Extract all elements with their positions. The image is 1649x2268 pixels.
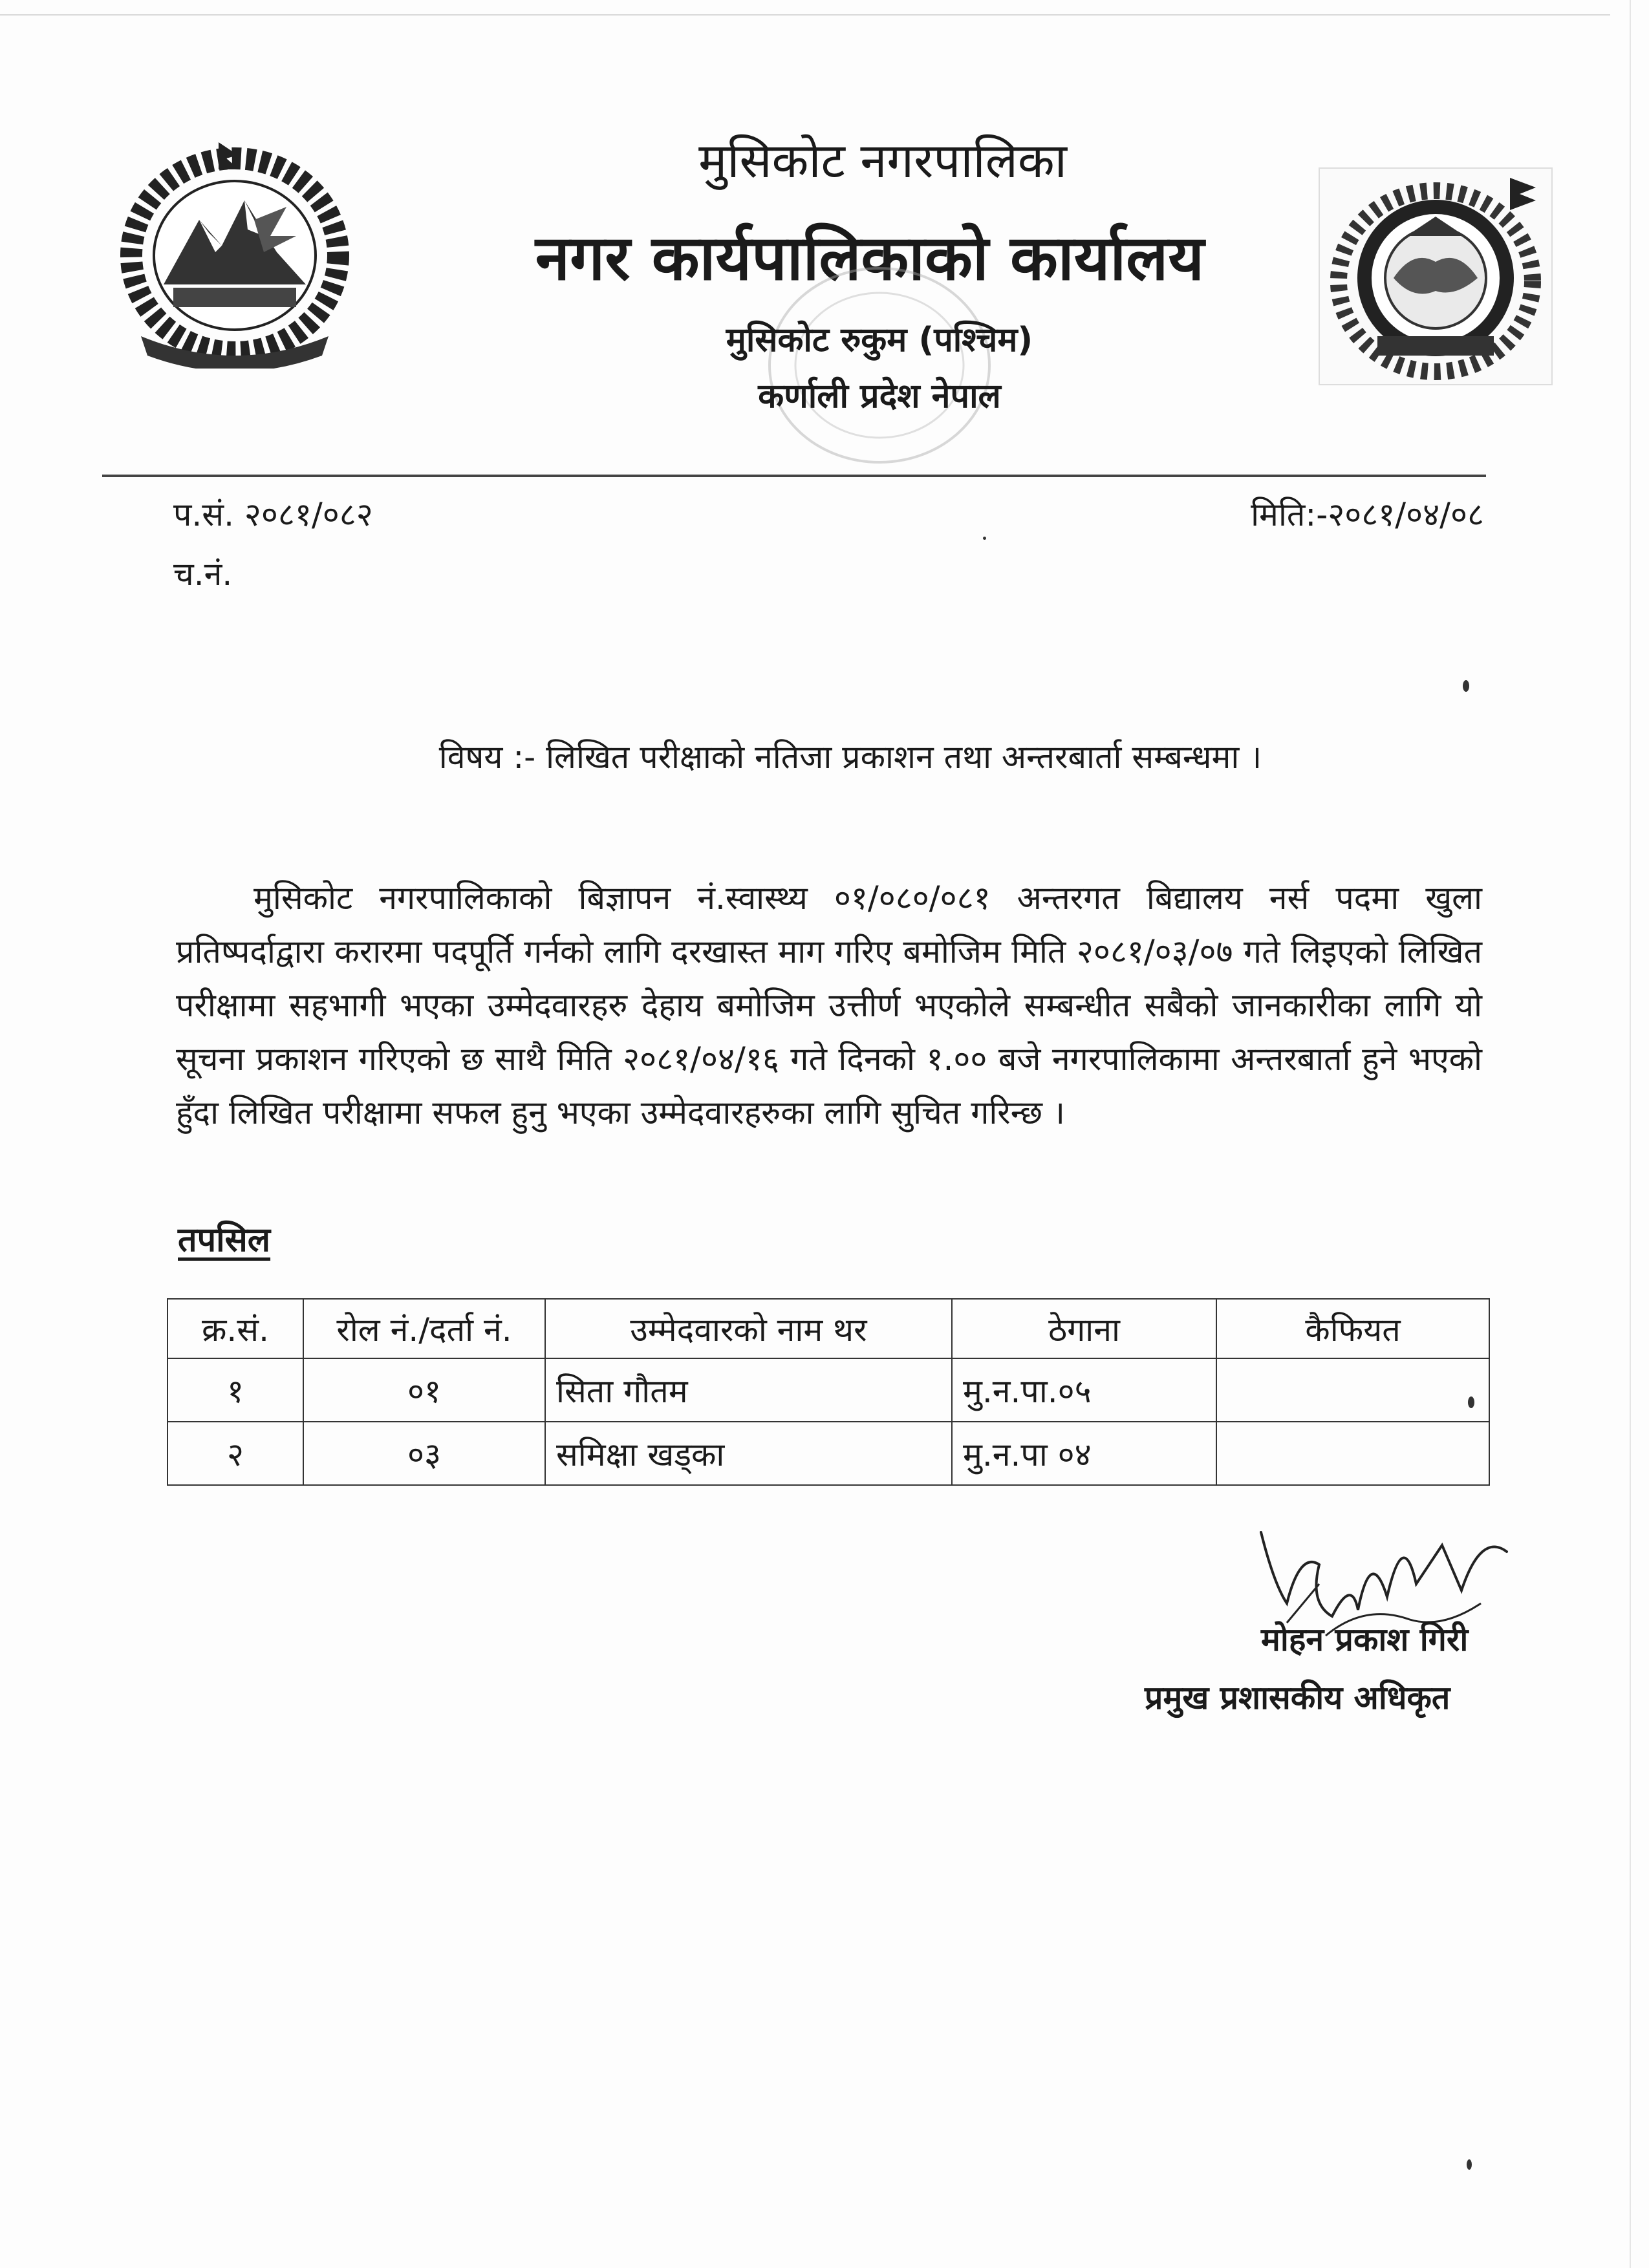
office-address: मुसिकोट रुकुम (पश्चिम) — [726, 321, 1033, 359]
results-table — [167, 1298, 1490, 1486]
col-header-name: उम्मेदवारको नाम थर — [545, 1299, 952, 1358]
table-row — [167, 1358, 1489, 1422]
col-header-serial: क्र.सं. — [167, 1299, 303, 1358]
cell-roll: ०३ — [303, 1422, 545, 1485]
cell-name: समिक्षा खड्का — [545, 1422, 952, 1485]
cell-address: मु.न.पा.०५ — [952, 1358, 1216, 1422]
table-row — [167, 1422, 1489, 1485]
cell-remarks — [1216, 1358, 1489, 1422]
col-header-address: ठेगाना — [952, 1299, 1216, 1358]
cell-roll: ०१ — [303, 1358, 545, 1422]
scan-speck — [1463, 680, 1469, 692]
dispatch-number: च.नं. — [173, 555, 233, 593]
cell-name: सिता गौतम — [545, 1358, 952, 1422]
cell-remarks — [1216, 1422, 1489, 1485]
col-header-remarks: कैफियत — [1216, 1299, 1489, 1358]
scan-speck — [1468, 1396, 1474, 1408]
scan-speck — [1467, 2159, 1472, 2170]
scan-edge-top — [0, 14, 1610, 16]
signatory-title: प्रमुख प्रशासकीय अधिकृत — [1145, 1679, 1450, 1717]
province-country: कर्णाली प्रदेश नेपाल — [758, 377, 1001, 416]
letter-number: प.सं. २०८१/०८२ — [173, 496, 373, 533]
col-header-roll: रोल नं./दर्ता नं. — [303, 1299, 545, 1358]
annex-heading: तपसिल — [178, 1221, 271, 1259]
signatory-name: मोहन प्रकाश गिरी — [1261, 1621, 1469, 1658]
cell-serial: २ — [167, 1422, 303, 1485]
cell-address: मु.न.पा ०४ — [952, 1422, 1216, 1485]
letter-body: मुसिकोट नगरपालिकाको बिज्ञापन नं.स्वास्थ्य ०१/०८०/०८१ अन्तरगत बिद्यालय नर्स पदमा खुला प्रतिष्पर्दाद्वारा करारमा पदपूर्ति गर्नको लागि दरखास्त माग गरिए बमोजिम मिति २०८१/०३/०७ गते लिइएको लिखित परीक्षामा सहभागी भएका उम्मेदवारहरु देहाय बमोजिम उत्तीर्ण भएकोले सम्बन्धीत सबैको जानकारीका लागि यो सूचना प्रकाशन गरिएको छ साथै मिति २०८१/०४/१६ गते दिनको १.०० बजे नगरपालिकामा अन्तरबार्ता हुने भएको हुँदा लिखित परीक्षामा सफल हुनु भएका उम्मेदवारहरुका लागि सुचित गरिन्छ । — [176, 879, 1482, 1131]
municipality-name: मुसिकोट नगरपालिका — [698, 133, 1067, 189]
letter-date: मिति:-२०८१/०४/०८ — [1251, 496, 1484, 533]
office-title: नगर कार्यपालिकाको कार्यालय — [535, 222, 1205, 294]
cell-serial: १ — [167, 1358, 303, 1422]
table-header-row — [167, 1299, 1489, 1358]
scan-speck — [983, 537, 986, 540]
letter-subject: विषय :- लिखित परीक्षाको नतिजा प्रकाशन तथा अन्तरबार्ता सम्बन्धमा । — [438, 738, 1262, 776]
header-divider — [102, 475, 1486, 477]
office-seal-stamp — [757, 259, 1002, 472]
